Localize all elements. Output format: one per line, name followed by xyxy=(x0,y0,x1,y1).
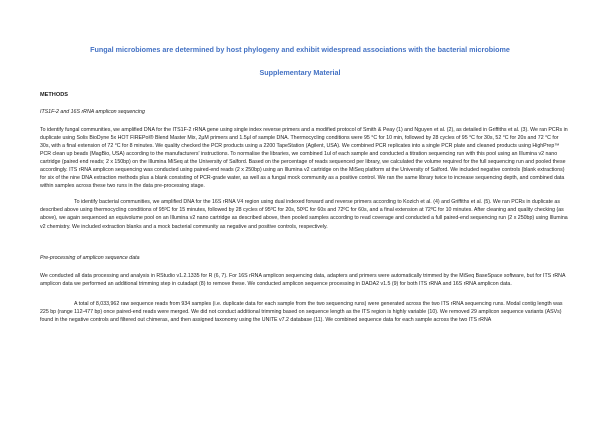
paragraph-data-processing: We conducted all data processing and analysis in RStudio v1.2.1335 for R (6, 7). For 16S rRNA amplicon sequencing data, adapters and primers were automatically trimmed by the MiSeq BaseSpace software, but for ITS rRNA amplicon data we performed an additional trimming step in cutadapt (8) to remove these. We conducted amplicon sequence processing in DADA2 v1.5 (9) for both ITS rRNA and 16S rRNA amplicon data. xyxy=(40,272,566,287)
section-heading-amplicon-sequencing: ITS1F-2 and 16S rRNA amplicon sequencing xyxy=(40,109,145,115)
paper-subtitle: Supplementary Material xyxy=(259,68,341,77)
section-heading-preprocessing: Pre-processing of amplicon sequence data xyxy=(40,254,140,261)
paragraph-its-sequencing: To identify fungal communities, we amplified DNA for the ITS1F-2 rRNA gene using single index reverse primers and a modified protocol of Smith & Peay (1) and Nguyen et al. (2), as detailed in Griffiths et al. (3). We ran PCRs in duplicate using Solis BioDyne 5x HOT FIREPol® Blend Master Mix, 2μM primers and 1.5μl of sample DNA. Thermocycling conditions were 95 °C for 10 min, followed by 28 cycles of 95 °C for 30s, 52 °C for 20s and 72 °C for 30s, with a final extension of 72 °C for 8 minutes. We quality checked the PCR products using a 2200 TapeStation (Agilent, USA). We combined PCR replicates into a single PCR plate and cleaned products using HighPrep™ PCR clean up beads (MagBio, USA) according to the manufacturers' instructions. To normalise the libraries, we combined 1ul of each sample and conducted a titration sequencing run with this pool using an Illumina v2 nano cartridge (paired end reads; 2 x 150bp) on the Illumina MiSeq at the University of Salford. Based on the percentage of reads sequenced per library, we calculated the volume required for the full sequencing run and pooled these accordingly. ITS rRNA amplicon sequencing was conducted using paired-end reads (2 x 250bp) using an Illumina v2 cartridge on the MiSeq platform at the University of Salford. We included negative controls (blank extractions) for six of the nine DNA extraction methods plus a blank consisting of PCR-grade water, as well as a fungal mock community as a positive control. We ran the same library twice to increase sequencing depth, and combined data within samples across these two runs in the data pre-processing stage. xyxy=(40,127,568,190)
methods-heading: METHODS xyxy=(40,92,68,98)
paper-title: Fungal microbiomes are determined by host phylogeny and exhibit widespread associations with the bacterial microbiome xyxy=(90,45,510,54)
document-body xyxy=(40,91,568,324)
paragraph-raw-reads: A total of 8,033,962 raw sequence reads from 934 samples (i.e. duplicate data for each sample from the two sequencing runs) were generated across the two ITS rRNA sequencing runs. Modal contig length was 225 bp (range 112-477 bp) once paired-end reads were merged. We did not conduct additional trimming based on sequence length as the ITS region is highly variable (10). We removed 29 amplicon sequence variants (ASVs) found in the negative controls and filtered out chimeras, and then assigned taxonomy using the UNITE v7.2 database (11). We combined sequence data for each sample across the two ITS rRNA xyxy=(40,300,563,323)
paragraph-16s-sequencing: To identify bacterial communities, we amplified DNA for the 16S rRNA V4 region using dual indexed forward and reverse primers according to Kozich et al. (4) and Griffiths et al. (5). We ran PCRs in duplicate as described above using thermocycling conditions of 95ºC for 15 minutes, followed by 28 cycles of 95ºC for 20s, 50ºC for 60s and 72ºC for 60s, and a final extension at 72ºC for 10 minutes. After cleaning and quality checking (as above), we again sequenced an equivolume pool on an Illumina v2 nano cartridge as described above, then pooled samples according to read coverage and conducted a full paired-end sequencing run (2 x 250bp) using Illumina v2 chemistry. We included extraction blanks and a mock bacterial community as negative and positive controls, respectively. xyxy=(40,199,568,230)
